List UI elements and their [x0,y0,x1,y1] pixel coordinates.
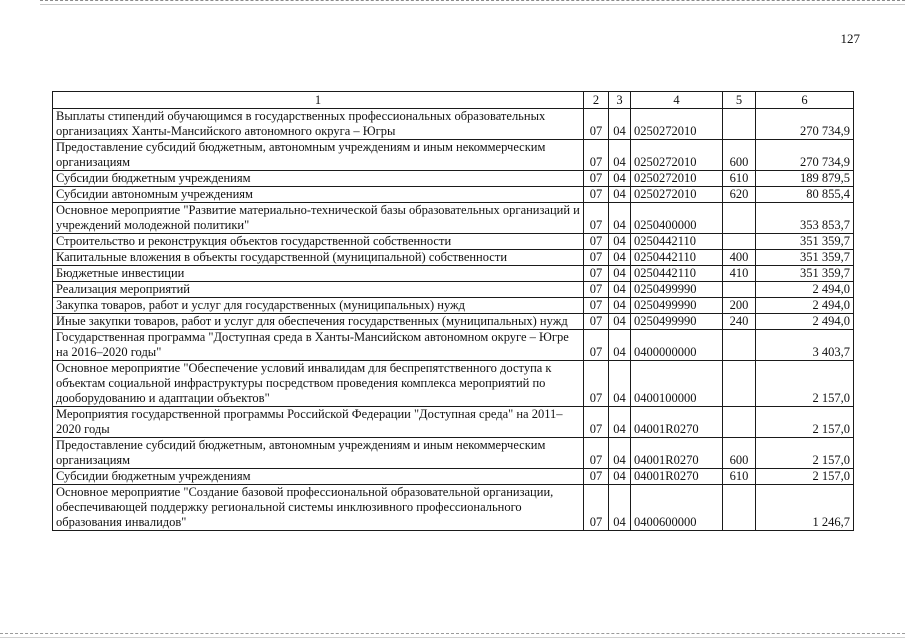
cell-amount: 2 157,0 [756,438,854,469]
cell-target-code: 0250272010 [631,140,723,171]
cell-name: Капитальные вложения в объекты государственной (муниципальной) собственности [53,250,584,266]
cell-subsection: 04 [609,266,631,282]
cell-section: 07 [584,407,609,438]
column-header: 2 [584,92,609,109]
cell-expense-type [723,330,756,361]
page-number: 127 [840,31,860,46]
cell-amount: 270 734,9 [756,109,854,140]
table-row [53,330,854,361]
cell-amount: 2 157,0 [756,361,854,407]
cell-section: 07 [584,234,609,250]
table-row [53,203,854,234]
budget-table-body [53,92,854,531]
cell-section: 07 [584,282,609,298]
cell-name: Выплаты стипендий обучающимся в государственных профессиональных образовательных организациях Ханты-Мансийского автономного округа – Югры [53,109,584,140]
cell-subsection: 04 [609,109,631,140]
cell-section: 07 [584,314,609,330]
cell-section: 07 [584,485,609,531]
table-row [53,171,854,187]
column-header-row [53,92,854,109]
table-row [53,234,854,250]
table-row [53,469,854,485]
cell-subsection: 04 [609,330,631,361]
cell-section: 07 [584,438,609,469]
table-row [53,140,854,171]
column-header: 1 [53,92,584,109]
cell-name: Реализация мероприятий [53,282,584,298]
cell-name: Иные закупки товаров, работ и услуг для обеспечения государственных (муниципальных) нужд [53,314,584,330]
cell-name: Мероприятия государственной программы Российской Федерации "Доступная среда" на 2011–2020 годы [53,407,584,438]
cell-name: Субсидии автономным учреждениям [53,187,584,203]
cell-subsection: 04 [609,469,631,485]
cell-name: Субсидии бюджетным учреждениям [53,469,584,485]
cell-expense-type: 610 [723,469,756,485]
cell-target-code: 04001R0270 [631,469,723,485]
cell-name: Субсидии бюджетным учреждениям [53,171,584,187]
cell-amount: 2 157,0 [756,407,854,438]
table-row [53,485,854,531]
cell-target-code: 0250499990 [631,282,723,298]
cell-amount: 351 359,7 [756,250,854,266]
scan-edge-top [40,0,905,5]
cell-expense-type: 240 [723,314,756,330]
table-row [53,266,854,282]
cell-amount: 189 879,5 [756,171,854,187]
cell-subsection: 04 [609,250,631,266]
cell-section: 07 [584,266,609,282]
cell-amount: 80 855,4 [756,187,854,203]
cell-section: 07 [584,140,609,171]
cell-expense-type [723,234,756,250]
cell-section: 07 [584,109,609,140]
table-row [53,109,854,140]
cell-target-code: 0250442110 [631,234,723,250]
cell-expense-type [723,485,756,531]
cell-subsection: 04 [609,485,631,531]
table-row [53,438,854,469]
scan-edge-bottom [0,633,905,638]
table-row [53,282,854,298]
cell-amount: 353 853,7 [756,203,854,234]
cell-subsection: 04 [609,234,631,250]
cell-subsection: 04 [609,187,631,203]
cell-target-code: 0250442110 [631,250,723,266]
cell-target-code: 0250272010 [631,171,723,187]
cell-section: 07 [584,250,609,266]
table-row [53,187,854,203]
cell-name: Основное мероприятие "Создание базовой профессиональной образовательной организации, обеспечивающей поддержку региональной системы инклюзивного профессионального образования инвалидов" [53,485,584,531]
cell-expense-type [723,203,756,234]
cell-subsection: 04 [609,171,631,187]
cell-section: 07 [584,298,609,314]
cell-target-code: 04001R0270 [631,438,723,469]
cell-target-code: 0250400000 [631,203,723,234]
cell-amount: 270 734,9 [756,140,854,171]
table-row [53,250,854,266]
cell-expense-type: 200 [723,298,756,314]
cell-target-code: 0400000000 [631,330,723,361]
cell-section: 07 [584,203,609,234]
cell-expense-type: 400 [723,250,756,266]
cell-expense-type: 600 [723,140,756,171]
cell-amount: 3 403,7 [756,330,854,361]
cell-section: 07 [584,187,609,203]
table-row [53,361,854,407]
table-row [53,314,854,330]
cell-amount: 351 359,7 [756,266,854,282]
column-header: 3 [609,92,631,109]
cell-name: Основное мероприятие "Обеспечение условий инвалидам для беспрепятственного доступа к объектам социальной инфраструктуры посредством проведения комплекса мероприятий по дооборудованию и адаптации объектов" [53,361,584,407]
cell-subsection: 04 [609,203,631,234]
cell-section: 07 [584,330,609,361]
budget-table [52,91,854,531]
cell-section: 07 [584,469,609,485]
cell-name: Предоставление субсидий бюджетным, автономным учреждениям и иным некоммерческим организациям [53,140,584,171]
cell-amount: 2 494,0 [756,282,854,298]
cell-target-code: 0250499990 [631,298,723,314]
cell-name: Закупка товаров, работ и услуг для государственных (муниципальных) нужд [53,298,584,314]
column-header: 5 [723,92,756,109]
column-header: 6 [756,92,854,109]
column-header: 4 [631,92,723,109]
cell-subsection: 04 [609,438,631,469]
cell-amount: 2 494,0 [756,298,854,314]
cell-subsection: 04 [609,314,631,330]
cell-name: Предоставление субсидий бюджетным, автономным учреждениям и иным некоммерческим организациям [53,438,584,469]
cell-expense-type: 620 [723,187,756,203]
cell-section: 07 [584,171,609,187]
cell-amount: 351 359,7 [756,234,854,250]
cell-subsection: 04 [609,140,631,171]
cell-expense-type [723,361,756,407]
cell-section: 07 [584,361,609,407]
cell-amount: 2 157,0 [756,469,854,485]
cell-expense-type [723,109,756,140]
cell-expense-type: 600 [723,438,756,469]
cell-subsection: 04 [609,407,631,438]
cell-expense-type: 610 [723,171,756,187]
cell-amount: 2 494,0 [756,314,854,330]
cell-subsection: 04 [609,361,631,407]
cell-target-code: 0400600000 [631,485,723,531]
cell-amount: 1 246,7 [756,485,854,531]
cell-target-code: 0400100000 [631,361,723,407]
cell-subsection: 04 [609,282,631,298]
table-row [53,298,854,314]
cell-name: Основное мероприятие "Развитие материально-технической базы образовательных организаций и учреждений молодежной политики" [53,203,584,234]
cell-name: Государственная программа "Доступная среда в Ханты-Мансийском автономном округе – Югре на 2016–2020 годы" [53,330,584,361]
cell-expense-type [723,282,756,298]
cell-expense-type: 410 [723,266,756,282]
cell-target-code: 0250272010 [631,109,723,140]
cell-target-code: 0250499990 [631,314,723,330]
cell-name: Бюджетные инвестиции [53,266,584,282]
table-row [53,407,854,438]
cell-subsection: 04 [609,298,631,314]
cell-target-code: 0250272010 [631,187,723,203]
cell-name: Строительство и реконструкция объектов государственной собственности [53,234,584,250]
cell-target-code: 04001R0270 [631,407,723,438]
cell-expense-type [723,407,756,438]
cell-target-code: 0250442110 [631,266,723,282]
